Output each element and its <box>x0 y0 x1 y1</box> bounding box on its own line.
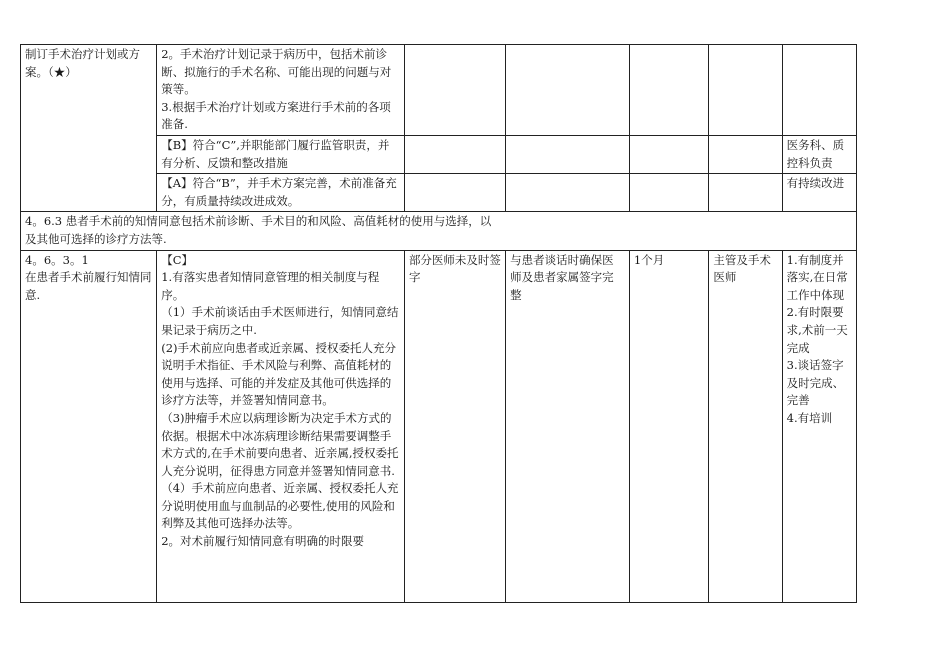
section-title-cell <box>21 212 506 250</box>
standard-line: （4）手术前应向患者、近亲属、授权委托人充分说明使用血与血制品的必要性,使用的风险和利弊及其他可选择办法等。 <box>161 481 399 531</box>
item-cell <box>21 250 157 602</box>
owner-cell <box>709 136 782 174</box>
problem-cell <box>404 136 505 174</box>
section-title: 4。6.3 患者手术前的知情同意包括术前诊断、手术目的和风险、高值耗材的使用与选择，以及其他可选择的诊疗方法等. <box>25 214 492 246</box>
standard-line: 2。手术治疗计划记录于病历中，包括术前诊断、拟施行的手术名称、可能出现的问题与对策等。 <box>161 47 392 97</box>
effect-text: 医务科、质控科负责 <box>786 138 845 170</box>
effect-cell <box>782 174 856 212</box>
deadline-cell <box>629 250 708 602</box>
table-row <box>21 250 857 602</box>
table-row <box>21 45 857 136</box>
rectification-table <box>20 44 857 603</box>
owner-text: 主管及手术医师 <box>713 252 771 285</box>
standard-cell <box>157 45 405 136</box>
standard-line: （3)肿瘤手术应以病理诊断为决定手术方式的依据。根据术中冰冻病理诊断结果需要调整手术方式的,在手术前要向患者、近亲属,授权委托人充分说明，征得患方同意并签署知情同意书. <box>161 410 399 478</box>
problem-cell <box>404 45 505 136</box>
effect-cell <box>782 250 856 602</box>
measure-text: 与患者谈话时确保医师及患者家属签字完整 <box>510 252 614 302</box>
problem-text: 部分医师未及时签字 <box>408 252 501 285</box>
deadline-cell <box>629 136 708 174</box>
deadline-text: 1个月 <box>633 252 665 267</box>
deadline-cell <box>629 45 708 136</box>
standard-text: 【A】符合“B”，并手术方案完善，术前准备充分，有质量持续改进成效。 <box>161 176 397 208</box>
effect-text: 1.有制度并落实,在日常工作中体现 2.有时限要求,术前一天完成 3.谈话签字及时完成、完善 4.有培训 <box>786 252 848 425</box>
effect-cell <box>782 136 856 174</box>
measure-cell <box>506 136 630 174</box>
problem-cell <box>404 250 505 602</box>
effect-cell <box>782 45 856 136</box>
measure-cell <box>506 250 630 602</box>
standard-line: 1.有落实患者知情同意管理的相关制度与程序。 <box>161 270 380 302</box>
owner-cell <box>709 174 782 212</box>
item-text: 4。6。3。1 在患者手术前履行知情同意. <box>25 252 152 302</box>
standard-cell <box>157 174 405 212</box>
owner-cell <box>709 45 782 136</box>
standard-cell <box>157 250 405 602</box>
standard-line: （1）手术前谈话由手术医师进行，知情同意结果记录于病历之中. <box>161 305 399 337</box>
item-text: 制订手术治疗计划或方案。（★） <box>25 47 140 79</box>
item-cell <box>21 45 157 212</box>
measure-cell <box>506 45 630 136</box>
owner-cell <box>709 250 782 602</box>
effect-text: 有持续改进 <box>786 176 845 191</box>
standard-line: 【C】 <box>161 252 194 267</box>
section-row <box>21 212 857 250</box>
standard-cell <box>157 136 405 174</box>
standard-line: 3.根据手术治疗计划或方案进行手术前的各项准备. <box>161 99 391 132</box>
problem-cell <box>404 174 505 212</box>
section-blank-cell <box>506 212 857 250</box>
measure-cell <box>506 174 630 212</box>
deadline-cell <box>629 174 708 212</box>
standard-text: 【B】符合“C”,并职能部门履行监管职责，并有分析、反馈和整改措施 <box>161 138 390 170</box>
standard-line: (2)手术前应向患者或近亲属、授权委托人充分说明手术指征、手术风险与利弊、高值耗材的使用与选择、可能的并发症及其他可供选择的诊疗方法等，并签署知情同意书。 <box>161 340 397 408</box>
standard-line: 2。对术前履行知情同意有明确的时限要 <box>161 534 365 549</box>
